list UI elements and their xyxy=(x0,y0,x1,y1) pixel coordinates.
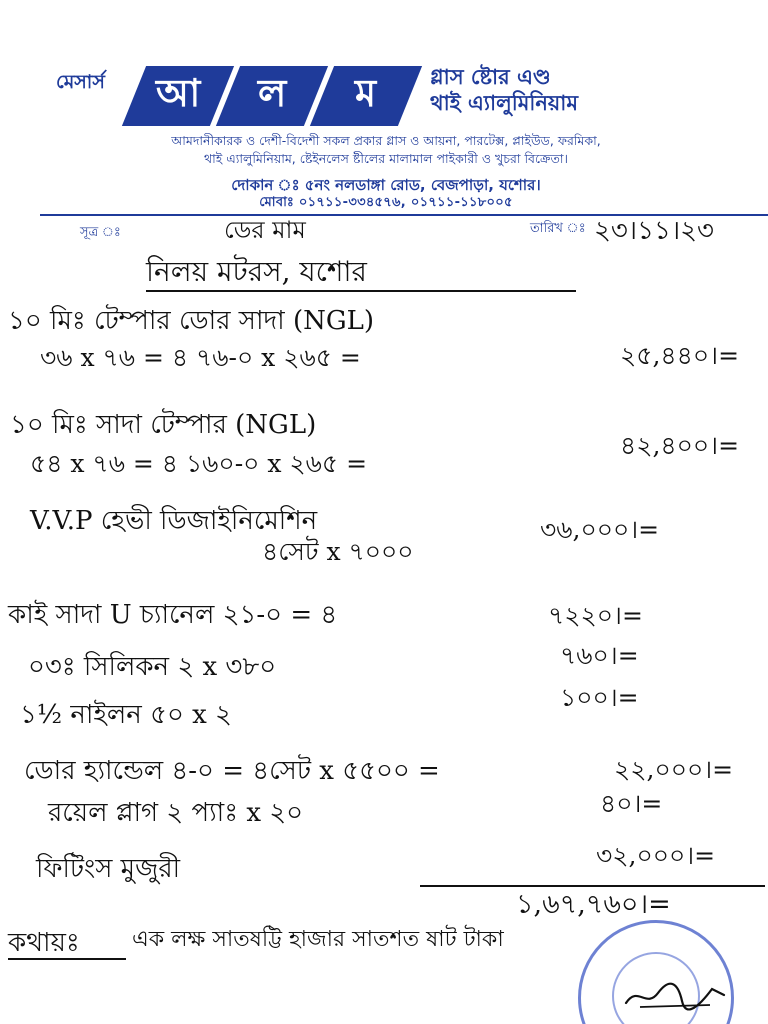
description-line-1: আমদানীকারক ও দেশী-বিদেশী সকল প্রকার গ্লাস ও আয়না, পারটেক্স, প্লাইউড, ফরমিকা, xyxy=(171,133,601,148)
phone-numbers: মোবাঃ ০১৭১১-৩৩৪৫৭৬, ০১৭১১-১১৮০০৫ xyxy=(259,195,513,210)
item-1-calc: ৩৬ x ৭৬ = ৪ ৭৬-০ x ২৬৫ = xyxy=(40,343,361,372)
amount-in-words: এক লক্ষ সাতষট্টি হাজার সাতশত ষাট টাকা xyxy=(132,927,504,952)
business-tagline xyxy=(430,64,578,117)
item-8-description: রয়েল প্লাগ ২ প্যাঃ x ২০ xyxy=(48,798,304,828)
item-5-description: ০৩ঃ সিলিকন ২ x ৩৮০ xyxy=(28,652,277,682)
tagline-line-2: থাই এ্যালুমিনিয়াম xyxy=(430,91,579,116)
brand-logo xyxy=(134,66,410,126)
item-2-amount: ৪২,৪০০।= xyxy=(620,431,740,460)
logo-tile-3 xyxy=(310,66,422,126)
recipient-to: ডের মাম xyxy=(224,216,306,244)
tagline-line-1: গ্লাস ষ্টোর এণ্ড xyxy=(430,65,551,89)
item-2-description: ১০ মিঃ সাদা টেম্পার (NGL) xyxy=(10,410,317,440)
words-label-underline xyxy=(8,958,126,960)
item-3-amount: ৩৬,০০০।= xyxy=(540,515,660,544)
item-9-description: ফিটিংস মুজুরী xyxy=(36,854,181,884)
logo-tile-1 xyxy=(122,66,234,126)
amount-in-words-label: কথায়ঃ xyxy=(8,928,80,958)
item-3-description: V.V.P হেভী ডিজাইনিমেশিন xyxy=(30,506,318,536)
logo-letter: ম xyxy=(355,71,377,115)
item-5-amount: ৭৬০।= xyxy=(560,641,639,670)
item-7-description: ডোর হ্যান্ডেল ৪-০ = ৪সেট x ৫৫০০ = xyxy=(24,756,440,786)
item-1-description: ১০ মিঃ টেম্পার ডোর সাদা (NGL) xyxy=(8,306,375,336)
logo-tile-2 xyxy=(216,66,328,126)
item-8-amount: ৪০।= xyxy=(600,789,663,818)
description-line-2: থাই এ্যালুমিনিয়াম, ষ্টেইনলেস ষ্টীলের মালামাল পাইকারী ও খুচরা বিক্রেতা। xyxy=(204,151,568,167)
item-6-description: ১½ নাইলন ৫০ x ২ xyxy=(20,700,232,730)
item-6-amount: ১০০।= xyxy=(560,683,639,712)
logo-letter: আ xyxy=(155,71,201,115)
item-2-calc: ৫৪ x ৭৬ = ৪ ১৬০-০ x ২৬৫ = xyxy=(30,449,368,478)
item-1-amount: ২৫,৪৪০।= xyxy=(620,341,740,370)
reference-label: সূত্র ঃ xyxy=(80,225,121,240)
date-value: ২৩।১১।২৩ xyxy=(594,216,714,246)
item-7-amount: ২২,০০০।= xyxy=(614,755,734,784)
date-label: তারিখ ঃ xyxy=(530,221,586,236)
item-9-amount: ৩২,০০০।= xyxy=(596,841,716,870)
customer-underline xyxy=(146,290,576,292)
messrs-label: মেসার্স xyxy=(56,71,105,93)
item-4-amount: ৭২২০।= xyxy=(548,601,643,630)
item-3-calc: ৪সেট x ৭০০০ xyxy=(262,537,414,566)
business-description xyxy=(56,132,716,168)
signature-mark xyxy=(620,975,730,1015)
shop-address: দোকান ঃ ৫নং নলডাঙ্গা রোড, বেজপাড়া, যশোর। xyxy=(231,176,541,194)
grand-total: ১,৬৭,৭৬০।= xyxy=(516,889,671,920)
logo-letter: ল xyxy=(257,71,287,115)
customer-name: নিলয় মটরস, যশোর xyxy=(146,255,367,288)
item-4-description: কাই সাদা U চ্যানেল ২১-০ = ৪ xyxy=(8,600,338,630)
